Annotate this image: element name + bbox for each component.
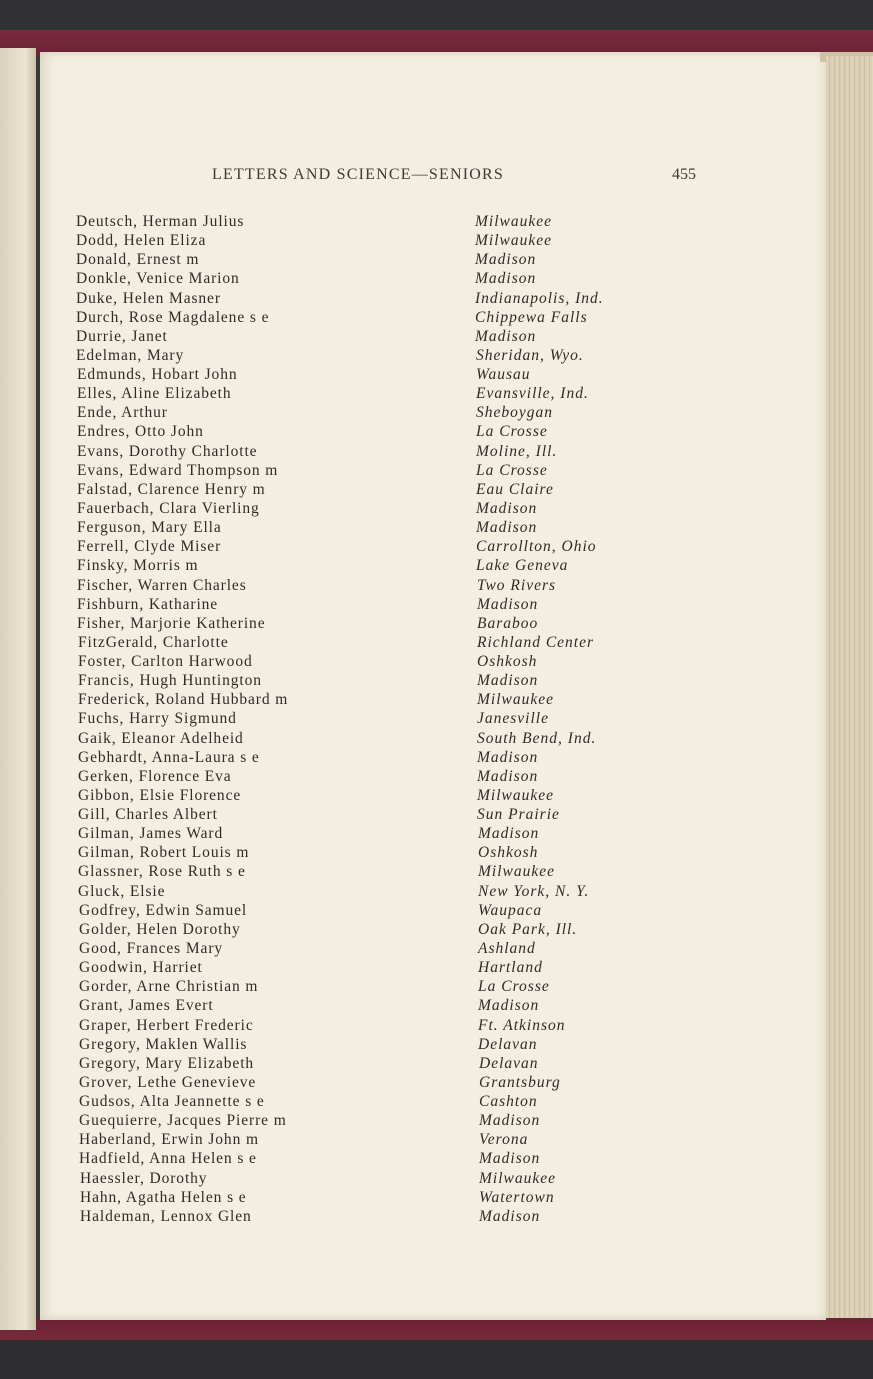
student-hometown: Lake Geneva [476, 557, 569, 575]
student-name: Dodd, Helen Eliza [76, 232, 207, 250]
student-name: Haessler, Dorothy [80, 1169, 208, 1187]
student-name: Elles, Aline Elizabeth [77, 385, 232, 403]
list-item [78, 691, 778, 710]
student-name: Fuchs, Harry Sigmund [78, 710, 237, 728]
list-item [77, 500, 777, 519]
student-name: Grover, Lethe Genevieve [79, 1073, 257, 1091]
student-name: Gebhardt, Anna-Laura s e [78, 748, 260, 766]
student-hometown: Wausau [476, 366, 531, 383]
student-hometown: Evansville, Ind. [476, 385, 589, 403]
list-item [80, 1170, 780, 1189]
student-hometown: Milwaukee [475, 213, 553, 230]
student-hometown: Verona [479, 1131, 529, 1149]
student-hometown: Hartland [478, 959, 543, 977]
student-name: Falstad, Clarence Henry m [77, 480, 266, 498]
student-name: FitzGerald, Charlotte [78, 633, 229, 651]
page-number: 455 [672, 166, 696, 183]
student-name: Durrie, Janet [76, 327, 168, 345]
list-item [79, 997, 779, 1016]
list-item [78, 863, 778, 882]
student-name: Deutsch, Herman Julius [76, 213, 245, 230]
student-hometown: Janesville [477, 710, 549, 728]
student-hometown: Madison [478, 825, 540, 843]
list-item [77, 596, 777, 615]
student-hometown: Madison [475, 327, 537, 345]
student-name: Grant, James Evert [79, 997, 214, 1015]
list-item [79, 1131, 779, 1150]
student-hometown: Indianapolis, Ind. [475, 289, 604, 307]
student-hometown: Sheboygan [476, 404, 554, 422]
list-item [76, 309, 776, 328]
list-item [76, 347, 776, 366]
student-hometown: Milwaukee [477, 786, 555, 804]
student-hometown: Milwaukee [475, 232, 553, 250]
student-name: Foster, Carlton Harwood [78, 653, 253, 670]
student-hometown: La Crosse [476, 461, 548, 479]
list-item [78, 844, 778, 863]
list-item [79, 1093, 779, 1112]
student-hometown: Madison [477, 748, 539, 766]
student-hometown: Sun Prairie [477, 806, 560, 823]
student-hometown: Waupaca [478, 901, 543, 919]
student-name: Gilman, James Ward [78, 825, 224, 843]
student-name: Endres, Otto John [77, 423, 204, 441]
left-page-edge [0, 48, 36, 1330]
student-name: Fauerbach, Clara Vierling [77, 499, 260, 517]
student-name: Godfrey, Edwin Samuel [79, 901, 248, 919]
background-bottom [0, 1340, 873, 1379]
student-name: Gaik, Eleanor Adelheid [78, 729, 244, 747]
book-binding-bottom [0, 1318, 873, 1342]
student-name: Gregory, Mary Elizabeth [79, 1054, 255, 1072]
list-item [77, 577, 777, 596]
student-name: Good, Frances Mary [79, 939, 224, 957]
student-name: Haldeman, Lennox Glen [80, 1207, 252, 1225]
student-name: Gill, Charles Albert [78, 806, 218, 823]
student-name: Gilman, Robert Louis m [78, 844, 250, 862]
student-name: Hahn, Agatha Helen s e [80, 1188, 247, 1206]
student-name: Golder, Helen Dorothy [79, 920, 241, 938]
student-hometown: Cashton [479, 1093, 538, 1110]
student-name: Goodwin, Harriet [79, 959, 203, 977]
list-item [78, 825, 778, 844]
student-hometown: Watertown [479, 1188, 555, 1206]
list-item [77, 557, 777, 576]
student-name: Edelman, Mary [76, 346, 185, 364]
student-name: Gregory, Maklen Wallis [79, 1035, 248, 1053]
student-name: Gudsos, Alta Jeannette s e [79, 1093, 265, 1110]
student-hometown: Madison [477, 672, 539, 690]
student-hometown: Richland Center [477, 633, 595, 651]
list-item [77, 404, 777, 423]
list-item [79, 978, 779, 997]
student-name: Edmunds, Hobart John [77, 366, 238, 383]
list-item [78, 710, 778, 729]
student-name: Guequierre, Jacques Pierre m [79, 1112, 287, 1130]
list-item [78, 787, 778, 806]
student-hometown: Madison [477, 595, 539, 613]
list-item [78, 883, 778, 902]
list-item [77, 481, 777, 500]
list-item [79, 940, 779, 959]
list-item [79, 921, 779, 940]
student-hometown: Milwaukee [478, 863, 556, 881]
student-hometown: Carrollton, Ohio [476, 538, 597, 556]
student-hometown: Madison [478, 997, 540, 1015]
student-name: Fisher, Marjorie Katherine [77, 614, 266, 632]
list-item [76, 232, 776, 251]
list-item [78, 730, 778, 749]
list-item [79, 1150, 779, 1169]
student-name: Durch, Rose Magdalene s e [76, 308, 270, 326]
student-name: Fishburn, Katharine [77, 595, 219, 613]
student-name: Francis, Hugh Huntington [78, 672, 262, 690]
student-name: Ferguson, Mary Ella [77, 519, 222, 537]
student-name: Ferrell, Clyde Miser [77, 538, 222, 556]
student-hometown: Oak Park, Ill. [478, 920, 578, 938]
student-hometown: South Bend, Ind. [477, 729, 597, 747]
page-stack-edge [826, 56, 873, 1318]
student-name: Evans, Edward Thompson m [77, 461, 279, 479]
list-item [77, 462, 777, 481]
list-item [78, 768, 778, 787]
list-item [77, 519, 777, 538]
list-item [77, 423, 777, 442]
list-item [79, 959, 779, 978]
list-item [76, 328, 776, 347]
student-name: Graper, Herbert Frederic [79, 1016, 254, 1034]
list-item [78, 653, 778, 672]
student-name: Duke, Helen Masner [76, 289, 221, 307]
student-name: Fischer, Warren Charles [77, 576, 247, 594]
student-hometown: Delavan [479, 1054, 539, 1072]
student-hometown: Milwaukee [477, 691, 555, 709]
list-item [79, 1055, 779, 1074]
list-item [78, 806, 778, 825]
student-hometown: Madison [476, 499, 538, 517]
student-hometown: Ashland [478, 939, 536, 957]
list-item [77, 385, 777, 404]
list-item [79, 1112, 779, 1131]
list-item [79, 1017, 779, 1036]
student-name: Donkle, Venice Marion [76, 270, 240, 288]
list-item [80, 1208, 780, 1227]
student-hometown: Oshkosh [478, 844, 539, 862]
list-item [79, 902, 779, 921]
student-hometown: Madison [477, 767, 539, 785]
student-hometown: Two Rivers [477, 576, 557, 594]
list-item [77, 615, 777, 634]
student-name: Frederick, Roland Hubbard m [78, 691, 289, 709]
list-item [77, 538, 777, 557]
student-name: Gerken, Florence Eva [78, 767, 232, 785]
student-hometown: Oshkosh [477, 653, 538, 670]
student-hometown: Sheridan, Wyo. [476, 346, 584, 364]
student-name: Gibbon, Elsie Florence [78, 786, 242, 804]
student-name: Donald, Ernest m [76, 251, 200, 269]
list-item [76, 270, 776, 289]
student-name: Gorder, Arne Christian m [79, 978, 259, 996]
student-name: Hadfield, Anna Helen s e [79, 1150, 257, 1168]
student-name: Evans, Dorothy Charlotte [77, 442, 258, 460]
list-item [78, 672, 778, 691]
student-hometown: Grantsburg [479, 1073, 561, 1091]
student-hometown: Milwaukee [479, 1169, 557, 1187]
student-hometown: Madison [476, 519, 538, 537]
student-hometown: Eau Claire [476, 480, 554, 498]
list-item [78, 634, 778, 653]
list-item [76, 213, 776, 232]
list-item [77, 366, 777, 385]
list-item [80, 1189, 780, 1208]
student-hometown: Madison [479, 1112, 541, 1130]
student-hometown: Chippewa Falls [475, 308, 588, 326]
list-item [79, 1036, 779, 1055]
student-hometown: Baraboo [477, 614, 539, 632]
student-hometown: La Crosse [478, 978, 550, 996]
student-hometown: Madison [475, 251, 537, 269]
student-name: Ende, Arthur [77, 404, 168, 422]
running-head: LETTERS AND SCIENCE—SENIORS [212, 166, 504, 183]
student-hometown: Madison [479, 1150, 541, 1168]
list-item [79, 1074, 779, 1093]
student-hometown: Madison [475, 270, 537, 288]
student-name: Finsky, Morris m [77, 557, 199, 575]
student-hometown: Ft. Atkinson [478, 1016, 566, 1034]
student-hometown: New York, N. Y. [478, 882, 590, 900]
student-hometown: La Crosse [476, 423, 548, 441]
list-item [76, 290, 776, 309]
student-hometown: Moline, Ill. [476, 442, 558, 460]
student-name: Gluck, Elsie [78, 882, 166, 900]
list-item [76, 251, 776, 270]
list-item [77, 443, 777, 462]
student-name: Haberland, Erwin John m [79, 1131, 259, 1149]
student-hometown: Madison [479, 1207, 541, 1225]
student-name: Glassner, Rose Ruth s e [78, 863, 246, 881]
list-item [78, 749, 778, 768]
student-hometown: Delavan [478, 1035, 538, 1053]
